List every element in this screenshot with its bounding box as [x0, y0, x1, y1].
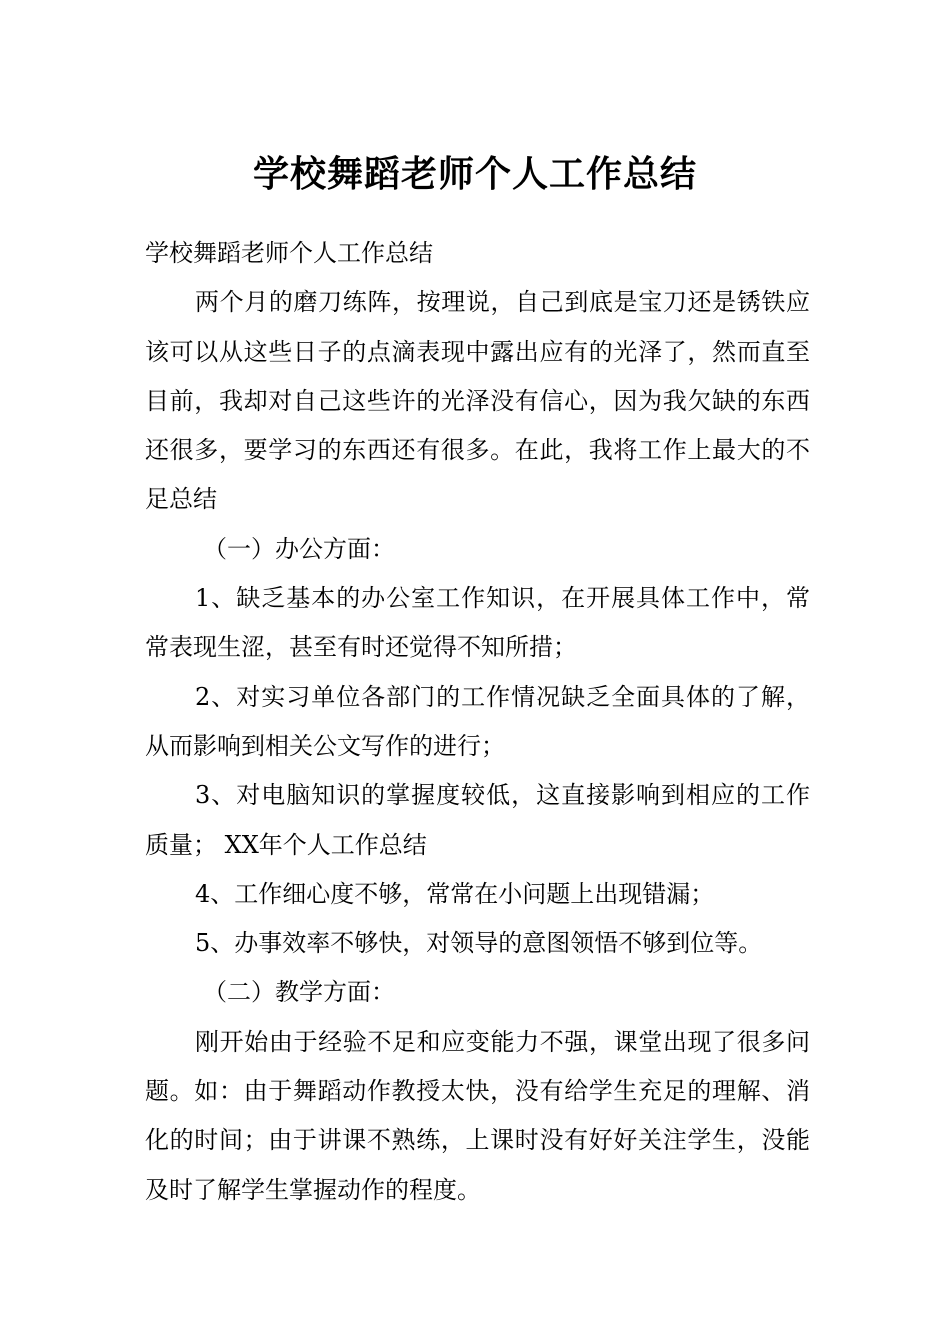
- list-item-office-3: 3、对电脑知识的掌握度较低，这直接影响到相应的工作质量； XX年个人工作总结: [145, 781, 810, 859]
- document-subtitle: 学校舞蹈老师个人工作总结: [145, 239, 433, 267]
- document-title: 学校舞蹈老师个人工作总结: [252, 154, 697, 196]
- list-item-office-2: 2、对实习单位各部门的工作情况缺乏全面具体的了解，从而影响到相关公文写作的进行；: [145, 682, 810, 760]
- list-item-office-5: 5、办事效率不够快，对领导的意图领悟不够到位等。: [195, 929, 763, 958]
- paragraph-intro: 两个月的磨刀练阵，按理说，自己到底是宝刀还是锈铁应该可以从这些日子的点滴表现中露出应有的光泽了，然而直至目前，我却对自己这些许的光泽没有信心，因为我欠缺的东西还很多，要学习的东西还有很多。在此，我将工作上最大的不足总结: [145, 288, 810, 514]
- list-item-office-1: 1、缺乏基本的办公室工作知识，在开展具体工作中，常常表现生涩，甚至有时还觉得不知所措；: [145, 584, 810, 662]
- section-heading-office: （一）办公方面：: [203, 534, 395, 563]
- paragraph-teaching: 刚开始由于经验不足和应变能力不强，课堂出现了很多问题。如：由于舞蹈动作教授太快，没有给学生充足的理解、消化的时间；由于讲课不熟练，上课时没有好好关注学生，没能及时了解学生掌握动作的程度。: [145, 1027, 810, 1204]
- section-heading-teaching: （二）教学方面：: [203, 978, 395, 1007]
- document-body: [145, 229, 810, 1215]
- list-item-office-4: 4、工作细心度不够，常常在小问题上出现错漏；: [195, 879, 715, 908]
